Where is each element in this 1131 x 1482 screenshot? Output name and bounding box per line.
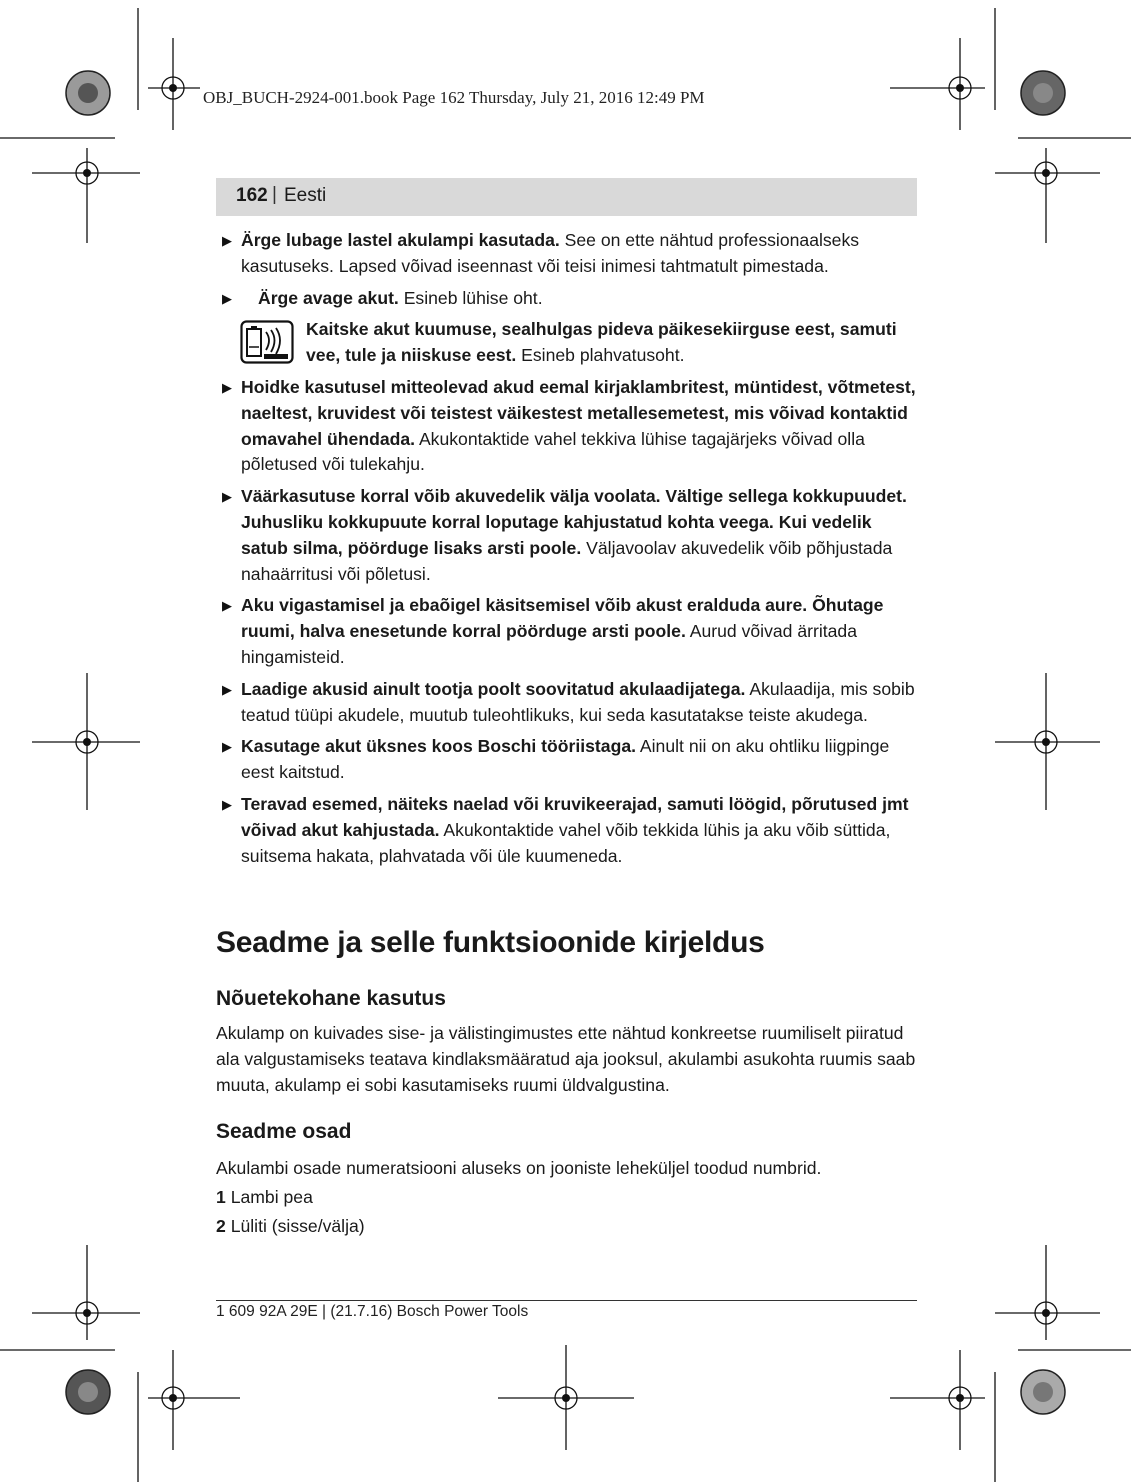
triangle-bullet-icon: ▶	[222, 379, 232, 395]
list-item	[216, 734, 916, 786]
list-item	[216, 375, 916, 478]
item-text: Akukontaktide vahel võib tekkida lühis ja aku võib süttida, suitsema hakata, plahvatada või üle kuumeneda.	[241, 819, 891, 866]
item-bold-text: Teravad esemed, näiteks naelad või kruvikeerajad, samuti löögid, põrutused jmt võivad akut kahjustada.	[241, 793, 909, 840]
list-item	[216, 593, 916, 670]
triangle-bullet-icon: ▶	[222, 681, 232, 697]
triangle-bullet-icon: ▶	[222, 489, 232, 505]
item-bold-text: Aku vigastamisel ja ebaõigel käsitsemisel võib akust eralduda aure. Õhutage ruumi, halva enesetunde korral pöörduge arsti poole.	[241, 595, 884, 642]
section-title: Seadme ja selle funktsioonide kirjeldus	[216, 926, 765, 959]
item-text: Akulaadija, mis sobib teatud tüüpi akudele, muutub tuleohtlikuks, kui seda kasutatakse teiste akudega.	[241, 678, 915, 725]
part-label: Lüliti (sisse/välja)	[230, 1216, 365, 1236]
item-text: Aurud võivad ärritada hingamisteid.	[241, 621, 857, 667]
triangle-bullet-icon: ▶	[222, 598, 232, 614]
triangle-bullet-icon: ▶	[222, 796, 232, 812]
triangle-bullet-icon: ▶	[222, 233, 232, 248]
item-text: Väljavoolav akuvedelik võib põhjustada nahaärritusi või põletusi.	[241, 537, 893, 584]
part-number: 2	[216, 1216, 226, 1236]
item-bold-text: Laadige akusid ainult tootja poolt soovitatud akulaadijatega.	[241, 678, 746, 699]
list-item	[216, 677, 916, 729]
header-separator: |	[272, 184, 277, 205]
item-bold-text: Väärkasutuse korral võib akuvedelik välja voolata. Vältige sellega kokkupuudet. Juhusliku kokkupuute korral loputage kahjustatud kohta veega. Kui vedelik satub silma, pöörduge lisaks arsti poole.	[241, 486, 907, 558]
item-bold-text: Kaitske akut kuumuse, sealhulgas pideva päikesekiirguse eest, samuti vee, tule ja niiskuse eest.	[306, 319, 897, 366]
item-bold-text: Ärge lubage lastel akulampi kasutada.	[241, 230, 560, 250]
list-item	[216, 228, 916, 280]
item-text: Esineb plahvatusoht.	[516, 345, 685, 366]
item-text: See on ette nähtud professionaalseks kasutuseks. Lapsed võivad iseennast või teisi inimesi tahtmatult pimestada.	[241, 230, 860, 276]
intended-use-text: Akulamp on kuivades sise- ja välistingimustes ette nähtud konkreetse ruumiliselt piiratud ala valgustamiseks teatava kindlaksmääratud aja jooksul, akulambi asukohta ruumis saab muuta, akulamp ei sobi kasutamiseks ruumi üldvalgustina.	[216, 1023, 916, 1095]
item-bold-text: Ärge avage akut.	[258, 287, 399, 308]
page-number: 162	[236, 185, 268, 206]
safety-list	[216, 228, 916, 875]
item-text: Akukontaktide vahel tekkiva lühise tagajärjeks võivad olla põletused või tulekahju.	[241, 428, 865, 475]
item-text: Ainult nii on aku ohtliku liigpinge eest kaitstud.	[241, 736, 890, 783]
list-item	[216, 286, 916, 312]
item-bold-text: Hoidke kasutusel mitteolevad akud eemal kirjaklambritest, müntidest, võtmetest, naeltest, kruvidest või teistest väikestest metallesemetest, mis võivad kontaktid omavahel ühendada.	[241, 376, 916, 449]
parts-heading: Seadme osad	[216, 1120, 352, 1143]
page-language: Eesti	[284, 185, 327, 206]
item-text: Esineb lühise oht.	[398, 287, 543, 308]
part-number: 1	[216, 1187, 226, 1207]
page-footer: 1 609 92A 29E | (21.7.16) Bosch Power Tools	[216, 1303, 529, 1320]
list-item	[216, 317, 916, 369]
triangle-bullet-icon: ▶	[222, 290, 232, 306]
list-item	[216, 484, 916, 587]
list-item	[216, 792, 916, 869]
parts-intro: Akulambi osade numeratsiooni aluseks on jooniste leheküljel toodud numbrid.	[216, 1158, 822, 1178]
triangle-bullet-icon: ▶	[222, 739, 232, 755]
intended-use-heading: Nõuetekohane kasutus	[216, 987, 446, 1010]
print-job-header: OBJ_BUCH-2924-001.book Page 162 Thursday, July 21, 2016 12:49 PM	[203, 88, 705, 107]
battery-heat-warning-icon	[240, 320, 294, 364]
part-item	[216, 1187, 313, 1208]
footer-divider	[216, 1300, 917, 1301]
item-bold-text: Kasutage akut üksnes koos Boschi tööriistaga.	[241, 736, 636, 757]
part-label: Lambi pea	[230, 1187, 313, 1207]
part-item	[216, 1216, 365, 1237]
